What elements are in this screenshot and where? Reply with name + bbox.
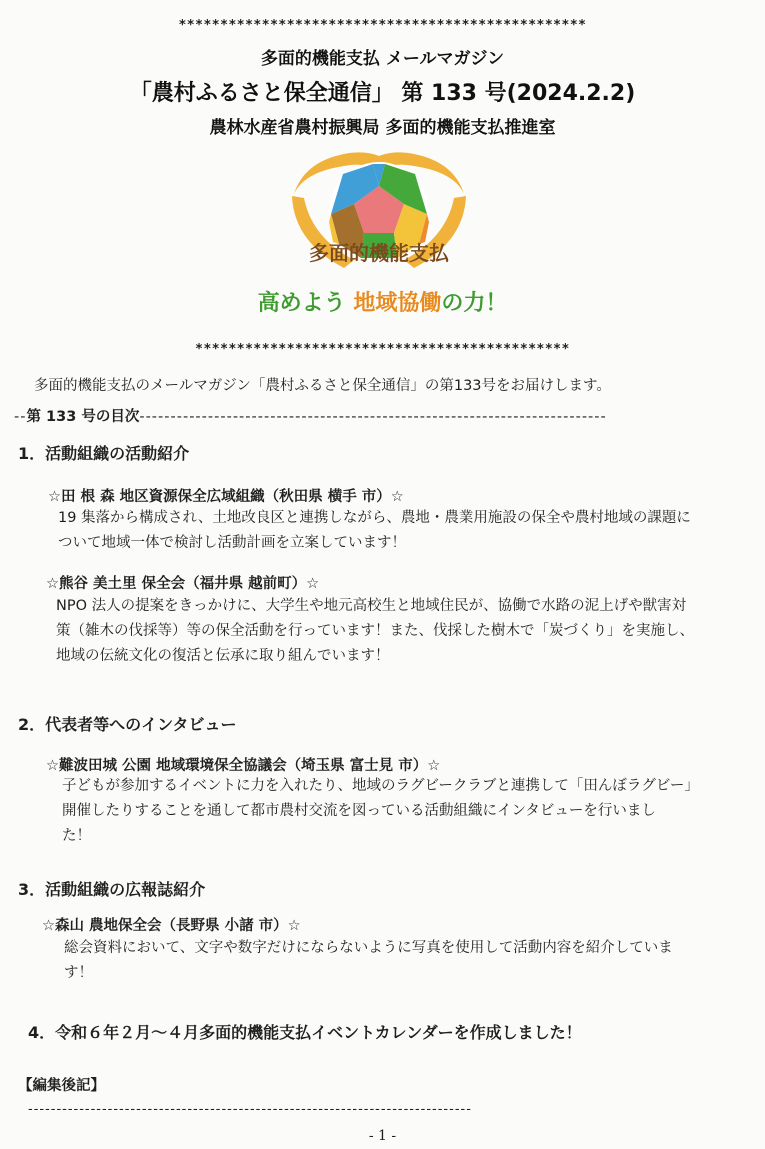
body-line: た！ [62, 828, 91, 844]
toc-prefix: -- [14, 409, 27, 425]
item-title: ☆森山 農地保全会（長野県 小諸 市）☆ [42, 918, 301, 934]
body-line: 19 集落から構成され、土地改良区と連携しながら、農地・農業用施設の保全や農村地域の課題に [58, 510, 691, 526]
item-body [64, 936, 673, 986]
body-line: す！ [64, 965, 93, 981]
section-title: 2．代表者等へのインタビュー [18, 715, 237, 734]
section-title: 3．活動組織の広報誌紹介 [18, 880, 206, 899]
slogan [0, 286, 765, 317]
toc-heading [14, 405, 714, 426]
section-title: 4．令和６年２月～４月多面的機能支払イベントカレンダーを作成しました！ [28, 1023, 582, 1042]
page-number: - 1 - [368, 1128, 397, 1144]
editor-note-heading: 【編集後記】 [18, 1078, 105, 1094]
slogan-part2: 地域協働 [353, 291, 442, 316]
body-line: ついて地域一体で検討し活動計画を立案しています！ [58, 535, 406, 551]
logo-text: 多面的機能支払 [309, 241, 449, 265]
magazine-subtitle: 多面的機能支払 メールマガジン [260, 49, 505, 69]
magazine-title: 「農村ふるさと保全通信」 第 133 号(2024.2.2) [129, 81, 636, 106]
star-divider-top: ************************************************* [178, 18, 587, 33]
toc-label: 第 133 号の目次 [26, 409, 140, 425]
toc-dashes: --------------------------------------------------------------------------- [139, 409, 607, 425]
item-body [58, 506, 691, 556]
body-line: NPO 法人の提案をきっかけに、大学生や地元高校生と地域住民が、協働で水路の泥上げや獣害対 [56, 598, 687, 614]
publisher: 農林水産省農村振興局 多面的機能支払推進室 [209, 118, 556, 138]
body-line: 地域の伝統文化の復活と伝承に取り組んでいます！ [56, 648, 390, 664]
section-title: 1．活動組織の活動紹介 [18, 444, 190, 463]
item-title: ☆熊谷 美土里 保全会（福井県 越前町）☆ [46, 576, 320, 592]
item-body [56, 594, 694, 669]
star-divider-mid: ********************************************* [195, 342, 570, 357]
body-line: 策（雑木の伐採等）等の保全活動を行っています！また、伐採した樹木で「炭づくり」を実施し、 [56, 623, 694, 639]
item-body [62, 774, 699, 849]
slogan-part1: 高めよう [257, 291, 354, 316]
logo-icon [284, 142, 474, 280]
item-title: ☆田 根 森 地区資源保全広域組織（秋田県 横手 市）☆ [48, 489, 404, 505]
bottom-divider: ------------------------------------------------------------------------------ [28, 1102, 472, 1117]
intro-text: 多面的機能支払のメールマガジン「農村ふるさと保全通信」の第133号をお届けします。 [34, 378, 611, 394]
body-line: 総会資料において、文字や数字だけにならないように写真を使用して活動内容を紹介していま [64, 940, 673, 956]
body-line: 子どもが参加するイベントに力を入れたり、地域のラグビークラブと連携して「田んぼラグビー」 [62, 778, 699, 794]
item-title: ☆難波田城 公園 地域環境保全協議会（埼玉県 富士見 市）☆ [46, 758, 441, 774]
slogan-part3: の力！ [441, 291, 508, 316]
body-line: 開催したりすることを通して都市農村交流を図っている活動組織にインタビューを行いまし [62, 803, 656, 819]
